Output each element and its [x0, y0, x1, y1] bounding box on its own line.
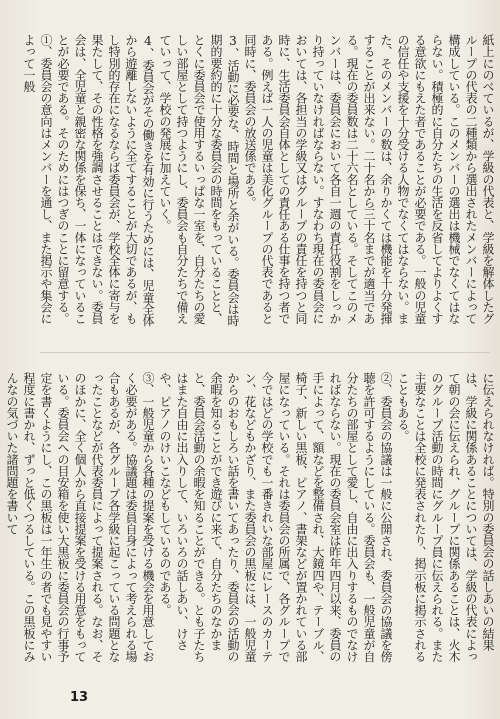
section-divider: [40, 352, 490, 353]
paragraph: 紙上にのべているが、学級の代表と、学級を解体したグループの代表の二種類から選出されたメンバーによって構成している。このメンバーの選出は機械でなくてはならない。積極的に自分たちの生活を反省してよりよくする意欲にもえた者であることが必要である。一般の児童の信任や支援を十分受ける人物でなくてはならない。また、そのメンバーの数は、余りかくては機能を十分発揮することが出来ない。二十名から三十名までが適当である。現在の委員数は二十六名としている。そしてこのメンバーは、委員会において各自一週の責任役割をしっかり持っていなければならない。すなわち現在の委員会においては、各担当の学級又はグループの責任を持つと同時に、生活委員会自体としての責任ある仕事を持つ者である。例えば一人の児童は美化グループの代表であると同時に、委員会の放送係である。: [243, 34, 495, 325]
paragraph: 3、活動に必要な、時間と場所と余がいる。委員会は時期的要約的に十分な委員会の時間をもっていることと、とくに委員会で使用するいっぱな一室を、自分たちの愛しい部屋として持つようにし、委員会も自分たちで備えていって、学校の発展に加えていく。: [158, 34, 240, 327]
lower-text-block: [5, 372, 496, 664]
paragraph: ②、委員会の協議は一般に公開され、委員会の協議を傍聴を許可するようにしている。委員会も、一般児童が自分たちの部屋として愛し、自由に出入りするものでなければならない。現在の委員会室は昨年四月以来、委員の手によって、額などを整備され、大鏡四や、テーブル、椅子、新しい黒板、ピアノ、書架などが置かれている部屋になっている。それは委員会の所属で、各グループで今ではどの学校でも一番きれいな部屋にレースのカーテン、花などもかざり、また委員会の黒板には、一般児童からのおもしろい話を書いてあったり、委員会の活動の余暇を知ることができ遊びに来て、自分たちのなかまと、委員会活動の余暇を知ることができる。とも子たちはまた自由に出入りして、いろいろの話しあい、けさや、ピアノのけいこなどもしているのである。: [158, 372, 393, 663]
paragraph: 4、委員会がその働きを有効に行うためには、児童全体から遊離しないように全てすることが大切であるが、もし特別的存在になるならば委員会が、学校全体に寄与を果たして、その性格を強調させることはできない。委員会は、全児童と親密な関係を保ち、一体になっていることが必要である。そのためにはつぎのことに留意する。: [56, 34, 155, 327]
upper-text-block: [22, 34, 496, 334]
paragraph: ①、委員会の意向はメンバーを通し、また掲示や集会によって一般: [22, 34, 53, 325]
paragraph: ③、一般児童から各種の提案を受ける機会を用意しておく必要がある。協議題は委員自身によって考えられる場合もあるが、各グループ各学級に起こっている問題となったことなどが代表委員によって提案される。なお、そのほかに、全く個人から直接提案を受ける用意をもっている。委員会への目安箱を使い大黒板に委員会の行事予定を書くようにし、この黒板は一年生の者でも見やすい程度に書かれ、ずっと低くつるしている。この黒板にみんなの気づいた諸問題を書いて: [5, 372, 155, 663]
paragraph: に伝えられなければ。特別の委員会の話しあいの結果は、学級に関係あることについては、学級の代表によって朝の会に伝えられ、グループに関係あることは、火木のグループ活動の時間にグループ員に伝えられる。また主要なことは全校に発表されたり、掲示板に掲示されることもある。: [396, 372, 495, 663]
page-number: 13: [70, 690, 89, 705]
